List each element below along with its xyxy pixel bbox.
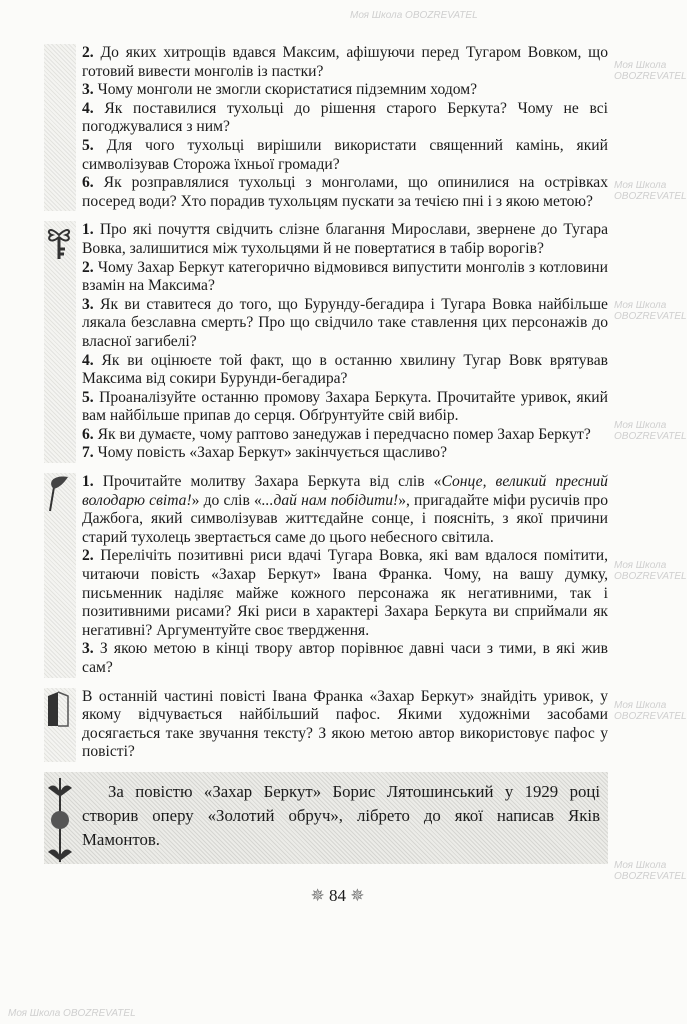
- info-note-box: [44, 772, 608, 864]
- questions-section-1: [44, 44, 608, 211]
- floral-ornament-icon: [44, 774, 76, 866]
- question: 2. До яких хитрощів вдався Максим, афішуючи перед Тугаром Вовком, що готовий вивести монголів із пастки?: [82, 44, 608, 80]
- question: 3. Як ви ставитеся до того, що Бурунду-бегадира і Тугара Вовка найбільше лякала безславна смерть? Про що свідчило таке ставлення цих персонажів до власної загибелі?: [82, 295, 608, 350]
- watermark: Моя Школа OBOZREVATEL: [614, 700, 687, 722]
- page-number-value: 84: [329, 885, 346, 905]
- question: 5. Проаналізуйте останню промову Захара Беркута. Прочитайте уривок, який вам найбільше припав до серця. Обґрунтуйте свій вибір.: [82, 388, 608, 425]
- ornament-icon: ✵: [310, 885, 325, 905]
- watermark: Моя Школа OBOZREVATEL: [614, 180, 687, 202]
- question: 7. Чому повість «Захар Беркут» закінчується щасливо?: [82, 444, 447, 462]
- page-number: [0, 886, 675, 906]
- info-note-text: За повістю «Захар Беркут» Борис Лятошинський у 1929 році створив оперу «Золотий обруч», лібрето до якої написав Яків Мамонтов.: [82, 781, 600, 849]
- watermark: Моя Школа OBOZREVATEL: [350, 10, 478, 21]
- question: 1. Про які почуття свідчить слізне благання Мирослави, звернене до Тугара Вовка, залишитися між тухольцями й не повертатися в табір ворогів?: [82, 221, 608, 257]
- ornament-icon: ✵: [350, 885, 365, 905]
- margin-stripe: [44, 44, 76, 211]
- watermark: Моя Школа OBOZREVATEL: [614, 300, 687, 322]
- watermark: Моя Школа OBOZREVATEL: [614, 560, 687, 582]
- page-content: [44, 44, 608, 906]
- question: 6. Як ви думаєте, чому раптово занедужав і передчасно помер Захар Беркут?: [82, 425, 591, 443]
- key-icon: [44, 221, 74, 261]
- task-section-4: [44, 688, 608, 762]
- question: 1. Прочитайте молитву Захара Беркута від слів «Сонце, великий пресний володарю світа!» до слів «...дай нам побідити!», пригадайте міфи русичів про Дажбога, який символізував життєдайне сонце, і поясніть, з якої причини старий тухолець звертається саме до цього небесного світила.: [82, 473, 608, 546]
- quill-icon: [44, 473, 74, 513]
- watermark: Моя Школа OBOZREVATEL: [614, 420, 687, 442]
- question: 2. Перелічіть позитивні риси вдачі Тугара Вовка, які вам вдалося помітити, читаючи повість «Захар Беркут» Івана Франка. Чому, на вашу думку, письменник наділяє майже кожного персонажа як негативними, так і позитивними рисами? Які риси в характері Захара Беркута ви сприймали як негативні? Аргументуйте своє твердження.: [82, 547, 608, 639]
- task-text: В останній частині повісті Івана Франка «Захар Беркут» знайдіть уривок, у якому відчувається найбільший пафос. Якими художніми засобами досягається таке звучання тексту? З якою метою автор використовує пафос у повісті?: [82, 687, 608, 761]
- questions-section-2: [44, 221, 608, 463]
- question: 3. Чому монголи не змогли скористатися підземним ходом?: [82, 81, 478, 99]
- question: 3. З якою метою в кінці твору автор порівнює давні часи з тими, в які жив сам?: [82, 640, 608, 676]
- questions-section-3: [44, 473, 608, 678]
- watermark: Моя Школа OBOZREVATEL: [614, 860, 687, 882]
- question: 4. Як ви оцінюєте той факт, що в останню хвилину Тугар Вовк врятував Максима від сокири Бурунди-бегадира?: [82, 351, 608, 388]
- question: 6. Як розправлялися тухольці з монголами, що опинилися на острівках посеред води? Хто порадив тухольцям пускати за течією пні і з якою метою?: [82, 174, 608, 210]
- book-icon: [44, 688, 74, 728]
- question: 5. Для чого тухольці вирішили використати священний камінь, який символізував Сторожа їхньої громади?: [82, 136, 608, 173]
- question: 4. Як поставилися тухольці до рішення старого Беркута? Чому не всі погоджувалися з ним?: [82, 99, 608, 136]
- question: 2. Чому Захар Беркут категорично відмовився випустити монголів з котловини взамін на Максима?: [82, 258, 608, 295]
- watermark: Моя Школа OBOZREVATEL: [8, 1008, 136, 1019]
- watermark: Моя Школа OBOZREVATEL: [614, 60, 687, 82]
